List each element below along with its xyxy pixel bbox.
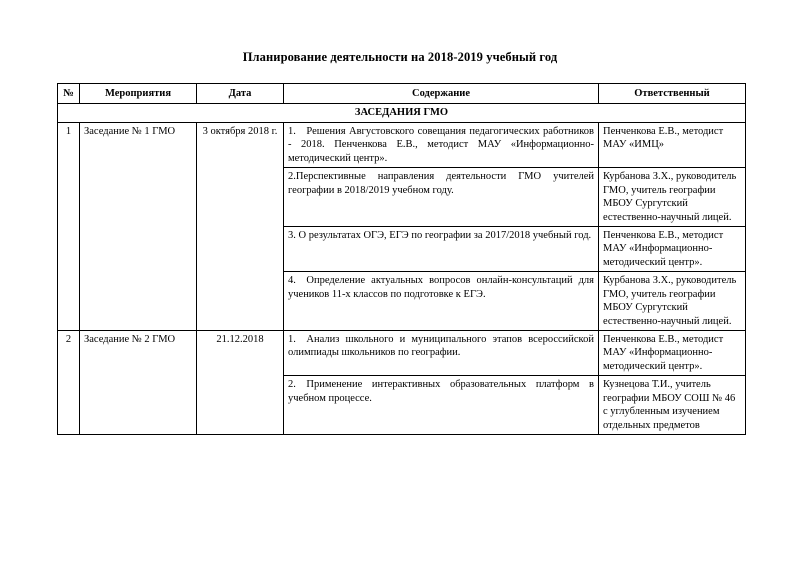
row-content: 3. О результатах ОГЭ, ЕГЭ по географии за 2017/2018 учебный год. (284, 226, 599, 271)
row-responsible: Пенченкова Е.В., методист МАУ «Информационно-методический центр». (599, 331, 746, 376)
column-header-content: Содержание (284, 84, 599, 104)
table-row (58, 331, 746, 376)
row-number: 1 (58, 122, 80, 330)
row-responsible: Пенченкова Е.В., методист МАУ «ИМЦ» (599, 122, 746, 167)
row-responsible: Кузнецова Т.И., учитель географии МБОУ СОШ № 46 с углубленным изучением отдельных предметов (599, 376, 746, 435)
column-header-event: Мероприятия (80, 84, 197, 104)
row-date: 21.12.2018 (197, 331, 284, 435)
row-content: 2. Применение интерактивных образовательных платформ в учебном процессе. (284, 376, 599, 435)
row-date: 3 октября 2018 г. (197, 122, 284, 330)
page-title: Планирование деятельности на 2018-2019 учебный год (242, 50, 558, 64)
section-heading-row (58, 104, 746, 122)
table-body (58, 104, 746, 435)
row-content: 1. Решения Августовского совещания педагогических работников - 2018. Пенченкова Е.В., методист МАУ «Информационно-методический центр». (284, 122, 599, 167)
row-content: 2.Перспективные направления деятельности ГМО учителей географии в 2018/2019 учебном году. (284, 168, 599, 227)
planning-table (57, 83, 746, 435)
column-header-date: Дата (197, 84, 284, 104)
row-responsible: Курбанова З.Х., руководитель ГМО, учитель географии МБОУ Сургутский естественно-научный лицей. (599, 168, 746, 227)
row-content: 1. Анализ школьного и муниципального этапов всероссийской олимпиады школьников по географии. (284, 331, 599, 376)
table-row (58, 122, 746, 167)
row-number: 2 (58, 331, 80, 435)
row-content: 4. Определение актуальных вопросов онлайн-консультаций для учеников 11-х классов по подготовке к ЕГЭ. (284, 272, 599, 331)
table-header-row (58, 84, 746, 104)
row-event-name: Заседание № 2 ГМО (80, 331, 197, 435)
section-heading-label: ЗАСЕДАНИЯ ГМО (58, 104, 746, 122)
column-header-responsible: Ответственный (599, 84, 746, 104)
row-responsible: Курбанова З.Х., руководитель ГМО, учитель географии МБОУ Сургутский естественно-научный лицей. (599, 272, 746, 331)
row-event-name: Заседание № 1 ГМО (80, 122, 197, 330)
row-responsible: Пенченкова Е.В., методист МАУ «Информационно-методический центр». (599, 226, 746, 271)
column-header-number: № (58, 84, 80, 104)
table-header (58, 84, 746, 104)
